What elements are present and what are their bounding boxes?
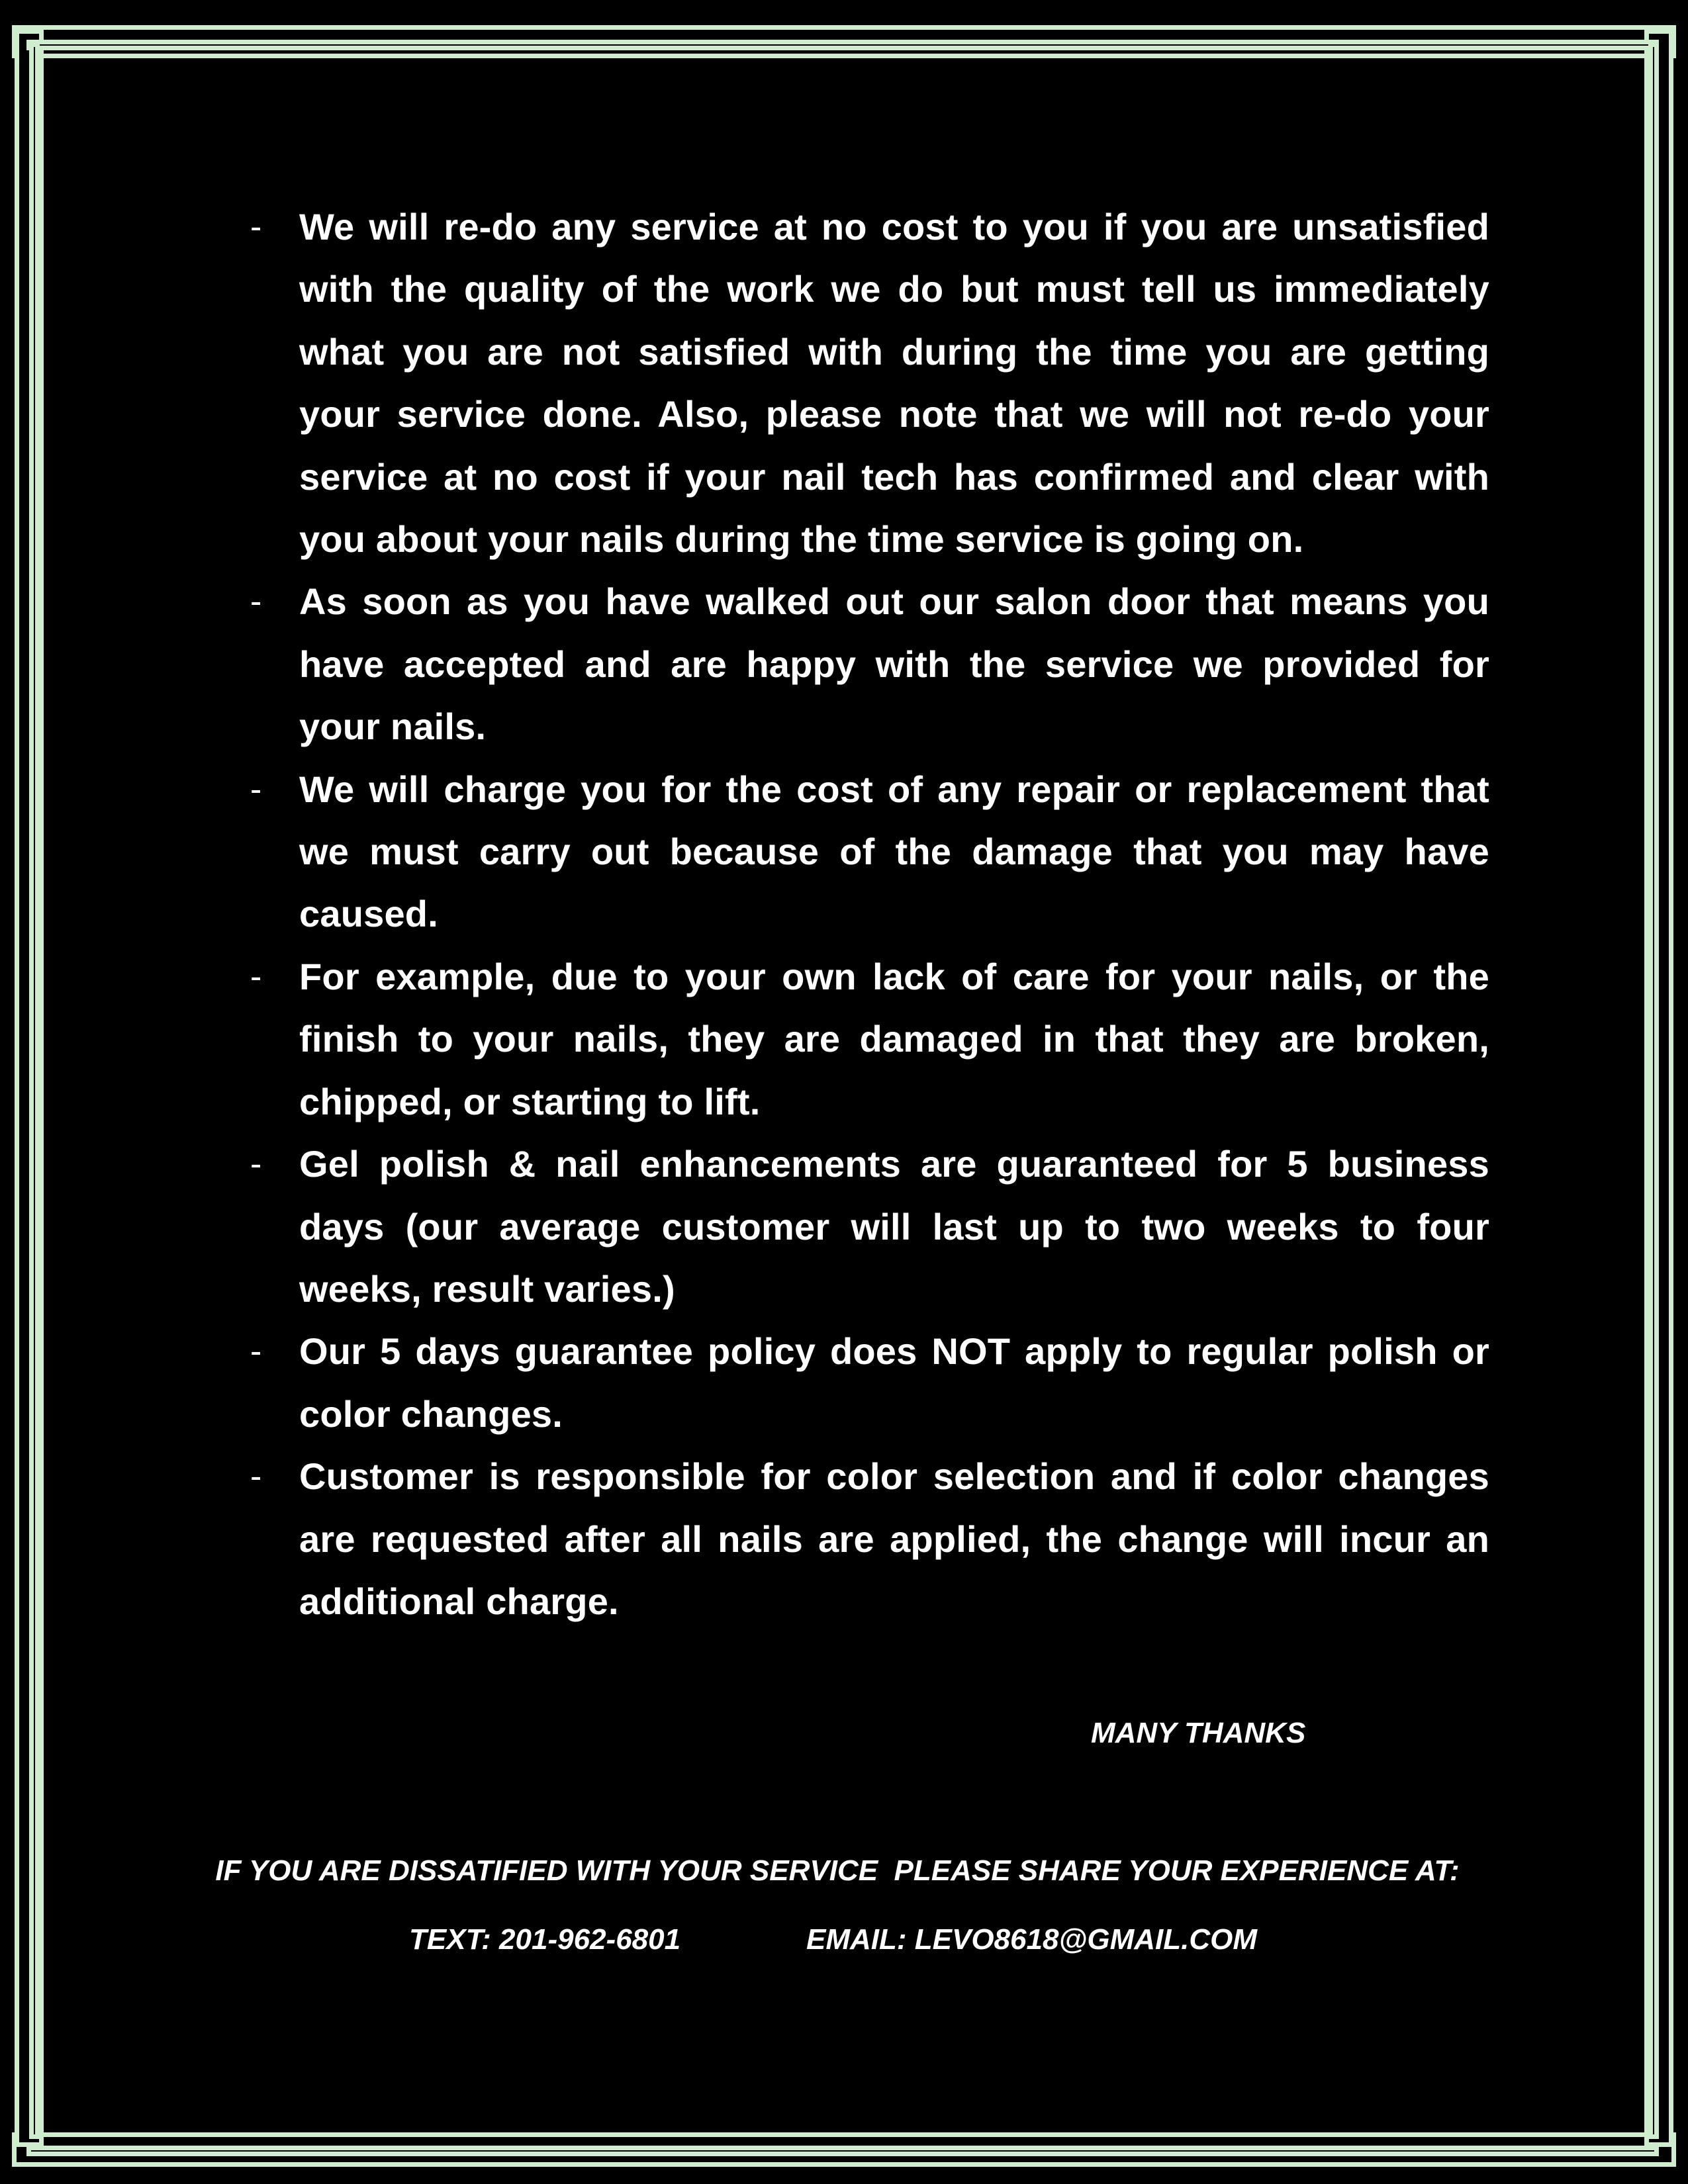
policy-text: We will re-do any service at no cost to you if you are unsatisfied with the quality of the work we do but must tell us immediately what you are not satisfied with during the time you are getting your service done. Also, please note that we will not re-do your service at no cost if your nail tech has confirmed and clear with you about your nails during the time service is going on. [299,206,1489,561]
policy-text: Customer is responsible for color selection and if color changes are requested after all nails are applied, the change will incur an additional charge. [299,1455,1489,1622]
policy-text: As soon as you have walked out our salon door that means you have accepted and are happy with the service we provided for your nails. [299,580,1489,748]
policy-item-redo [246,196,1489,570]
policy-item-guarantee-exclusion [246,1320,1489,1445]
bullet-dash: - [250,1145,262,1184]
policy-list [246,196,1489,1633]
bullet-dash: - [250,770,262,809]
bullet-dash: - [250,957,262,996]
contact-email: EMAIL: LEVO8618@GMAIL.COM [806,1923,1257,1956]
frame-left-inner [29,42,40,2139]
policy-item-damage-example [246,946,1489,1133]
policy-text: Gel polish & nail enhancements are guaranteed for 5 business days (our average customer will last up to two weeks to four weeks, result varies.) [299,1143,1489,1310]
contact-phone: TEXT: 201-962-6801 [409,1923,681,1956]
policy-item-acceptance [246,570,1489,758]
policy-text: For example, due to your own lack of care for your nails, or the finish to your nails, they are damaged in that they are broken, chipped, or starting to lift. [299,955,1489,1122]
frame-bottom-inner [26,2146,1659,2156]
bullet-dash: - [250,582,262,621]
frame-right-inner [1648,42,1659,2139]
policy-text: We will charge you for the cost of any repair or replacement that we must carry out because of the damage that you may have caused. [299,768,1489,935]
policy-item-repair-charge [246,758,1489,946]
policy-item-color-selection [246,1445,1489,1633]
policy-item-guarantee [246,1133,1489,1320]
bullet-dash: - [250,208,262,246]
policy-text: Our 5 days guarantee policy does NOT apply to regular polish or color changes. [299,1330,1489,1435]
feedback-prompt: IF YOU ARE DISSATIFIED WITH YOUR SERVICE PLEASE SHARE YOUR EXPERIENCE AT: [215,1854,1460,1887]
bullet-dash: - [250,1332,262,1371]
many-thanks: MANY THANKS [1091,1717,1306,1749]
bullet-dash: - [250,1457,262,1496]
frame-top-inner [26,40,1659,50]
